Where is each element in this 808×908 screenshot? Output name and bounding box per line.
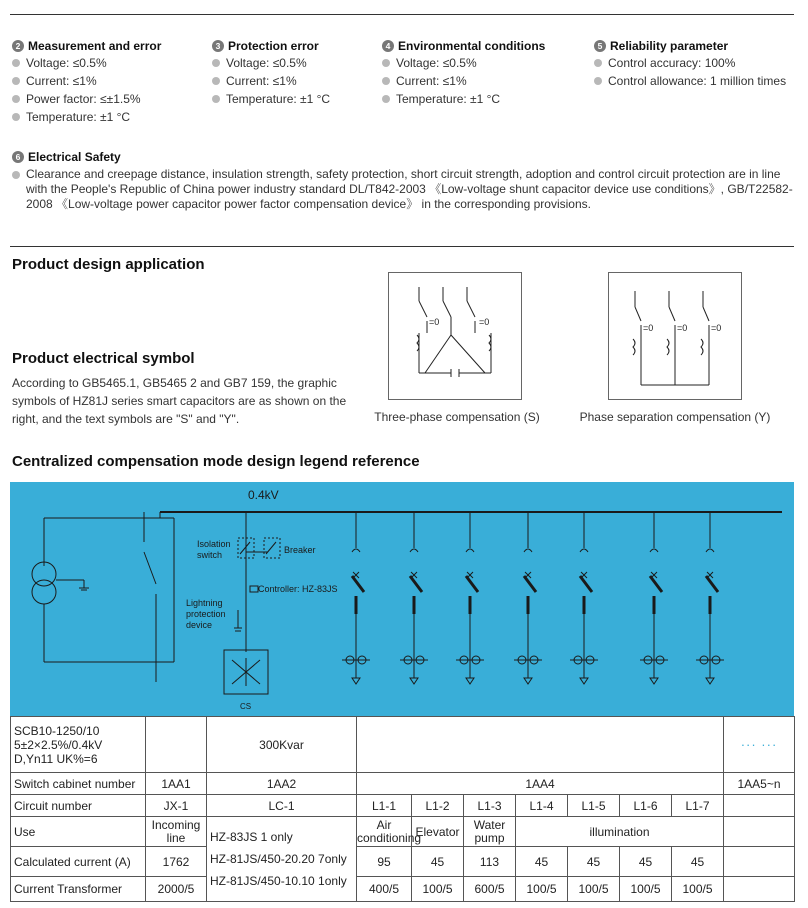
phase-separation-caption: Phase separation compensation (Y): [579, 410, 771, 424]
spec-item: Temperature: ±1 °C: [382, 90, 545, 108]
table-row: Calculated current (A) 1762 95 45 113 45 45 45 45: [11, 847, 795, 877]
spec-reliability: [594, 38, 786, 90]
table-row: Switch cabinet number 1AA1 1AA2 1AA4 1AA5~n: [11, 773, 795, 795]
three-phase-symbol: [388, 272, 522, 400]
bullet-icon: [594, 59, 602, 67]
spec-measurement: [12, 38, 161, 126]
capacity-cell: 300Kvar: [207, 717, 357, 773]
bullet-icon: [212, 59, 220, 67]
busbar-label: 0.4kV: [248, 488, 279, 502]
spec-item: Control allowance: 1 million times: [594, 72, 786, 90]
feeder-branch: [342, 512, 370, 684]
spec-item: Current: ≤1%: [212, 72, 330, 90]
top-rule: [10, 14, 794, 15]
symbol-label: =0: [429, 317, 440, 327]
lc-notes-cell: HZ-83JS 1 only HZ-81JS/450-20.20 7only HZ-81JS/450-10.10 1only: [207, 817, 357, 902]
table-row: Current Transformer 2000/5 400/5 100/5 600/5 100/5 100/5 100/5 100/5: [11, 877, 795, 902]
legend-heading: Centralized compensation mode design legend reference: [12, 453, 420, 470]
lightning-label: device: [186, 620, 213, 630]
transformer-cell: SCB10-1250/10 5±2×2.5%/0.4kV D,Yn11 UK%=6: [11, 717, 146, 773]
spec-item: Control accuracy: 100%: [594, 54, 786, 72]
three-phase-caption: Three-phase compensation (S): [374, 410, 540, 424]
number-badge: 2: [12, 40, 24, 52]
feeder-branch: [514, 512, 542, 684]
bullet-icon: [212, 77, 220, 85]
isolation-label: Isolation: [197, 539, 231, 549]
spec-item: Voltage: ≤0.5%: [212, 54, 330, 72]
design-application-heading: Product design application: [12, 256, 205, 273]
section-rule: [10, 246, 794, 247]
table-row: [11, 717, 795, 773]
symbol-label: =0: [711, 323, 722, 333]
number-badge: 3: [212, 40, 224, 52]
spec-item: Current: ≤1%: [12, 72, 161, 90]
bullet-icon: [12, 59, 20, 67]
three-phase-symbol-drawing: [389, 273, 523, 401]
bullet-icon: [594, 77, 602, 85]
feeder-branch: [400, 512, 428, 684]
bullet-icon: [12, 77, 20, 85]
electrical-symbol-heading: Product electrical symbol: [12, 350, 195, 367]
spec-protection: [212, 38, 330, 108]
bullet-icon: [12, 171, 20, 179]
cs-label: CS: [240, 702, 252, 711]
symbol-label: =0: [479, 317, 490, 327]
spec-item: Temperature: ±1 °C: [212, 90, 330, 108]
symbol-label: =0: [677, 323, 688, 333]
bullet-icon: [212, 95, 220, 103]
table-row: Circuit number JX-1 LC-1 L1-1 L1-2 L1-3 L1-4 L1-5 L1-6 L1-7: [11, 795, 795, 817]
safety-title: 6 Electrical Safety: [12, 149, 121, 165]
safety-text: Clearance and creepage distance, insulation strength, safety protection, short circuit strength, adoption and control circuit protection are in line with the People's Republic of China power industry standard DL/T842-2003 《Low-voltage shunt capacitor device use conditions》, GB/T22582-2008 《Low-voltage power capacitor power factor compensation device》 in the corresponding provisions.: [12, 167, 802, 212]
number-badge: 5: [594, 40, 606, 52]
spec-title: Reliability parameter: [610, 39, 729, 53]
bullet-icon: [382, 59, 390, 67]
phase-separation-symbol-drawing: [609, 273, 743, 401]
feeder-branch: [696, 512, 724, 684]
spec-title: Protection error: [228, 39, 319, 53]
legend-table: [10, 716, 795, 902]
spec-item: Current: ≤1%: [382, 72, 545, 90]
feeder-branch: [456, 512, 484, 684]
table-row: Use Incoming line HZ-83JS 1 only HZ-81JS/450-20.20 7only HZ-81JS/450-10.10 1only Air conditioning Elevator Water pump illumination: [11, 817, 795, 847]
spec-item: Power factor: ≤±1.5%: [12, 90, 161, 108]
breaker-label: Breaker: [284, 545, 316, 555]
controller-label: Controller: HZ-83JS: [258, 584, 338, 594]
isolation-label: switch: [197, 550, 223, 560]
spec-item: Temperature: ±1 °C: [12, 108, 161, 126]
lightning-label: protection: [186, 609, 226, 619]
electrical-symbol-text: According to GB5465.1, GB5465 2 and GB7 159, the graphic symbols of HZ81J series smart capacitors are as shown on the right, and the text symbols are "S" and "Y".: [12, 376, 347, 426]
spec-environment: [382, 38, 545, 108]
spec-item: Voltage: ≤0.5%: [382, 54, 545, 72]
single-line-diagram-drawing: [10, 482, 794, 716]
symbol-label: =0: [643, 323, 654, 333]
single-line-diagram: [10, 482, 794, 716]
spec-title: Environmental conditions: [398, 39, 546, 53]
phase-separation-symbol: [608, 272, 742, 400]
feeder-branch: [640, 512, 668, 684]
bullet-icon: [382, 95, 390, 103]
number-badge: 6: [12, 151, 24, 163]
bullet-icon: [12, 113, 20, 121]
number-badge: 4: [382, 40, 394, 52]
more-cell: ··· ···: [724, 717, 795, 773]
lightning-label: Lightning: [186, 598, 223, 608]
feeder-branch: [570, 512, 598, 684]
bullet-icon: [382, 77, 390, 85]
spec-title: Measurement and error: [28, 39, 162, 53]
spec-item: Voltage: ≤0.5%: [12, 54, 161, 72]
bullet-icon: [12, 95, 20, 103]
